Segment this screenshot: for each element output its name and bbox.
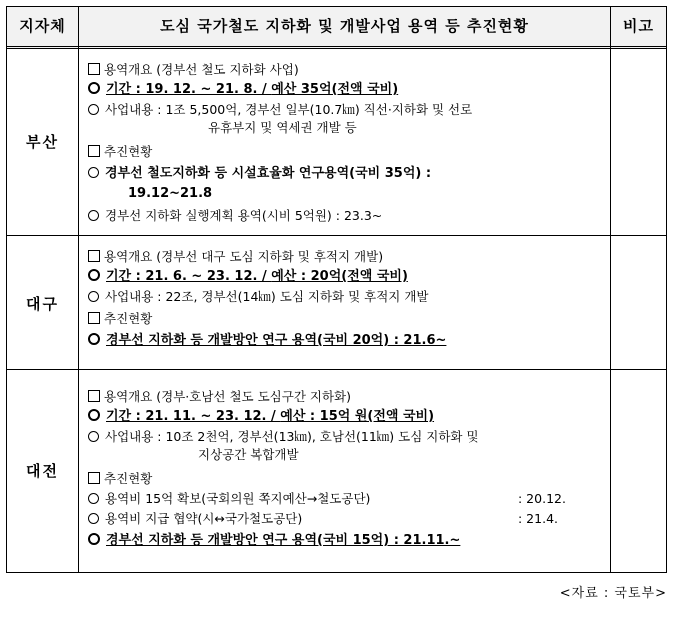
column-divider-2 <box>610 7 611 572</box>
daejeon-content-1-text: 사업내용 : 10조 2천억, 경부선(13㎞), 호남선(11㎞) 도심 지하화 및 <box>105 429 479 444</box>
daegu-status-label: 추진현황 <box>104 311 153 326</box>
checkbox-icon <box>88 472 100 484</box>
daejeon-period-b: 예산 : 15억 원(전액 국비) <box>280 409 435 424</box>
circle-icon <box>88 269 100 281</box>
circle-icon <box>88 291 99 302</box>
busan-status <box>88 143 152 161</box>
daejeon-status <box>88 470 152 488</box>
daejeon-period <box>88 408 434 426</box>
daejeon-status-1-date: : 20.12. <box>518 491 566 506</box>
checkbox-icon <box>88 63 100 75</box>
daejeon-content-2: 지상공간 복합개발 <box>198 447 299 462</box>
busan-content-1 <box>88 101 472 119</box>
circle-icon <box>88 431 99 442</box>
daegu-period <box>88 268 408 286</box>
circle-icon <box>88 493 99 504</box>
daegu-status-1 <box>88 332 446 350</box>
row-daejeon <box>7 370 666 572</box>
column-divider-1 <box>78 7 79 572</box>
busan-status-1 <box>88 165 431 183</box>
daejeon-status-3-text: 경부선 지하화 등 개발방안 연구 용역(국비 15억) : 21.11.~ <box>106 533 461 548</box>
daegu-status <box>88 310 152 328</box>
header-title: 도심 국가철도 지하화 및 개발사업 용역 등 추진현황 <box>160 17 529 35</box>
daejeon-status-2-text: 용역비 지급 협약(시↔국가철도공단) <box>105 511 303 526</box>
busan-status-2 <box>88 207 382 225</box>
daegu-status-1-text: 경부선 지하화 등 개발방안 연구 용역(국비 20억) : 21.6~ <box>106 333 447 348</box>
busan-period <box>88 81 398 99</box>
daejeon-status-label: 추진현황 <box>104 471 153 486</box>
progress-table <box>6 6 667 573</box>
checkbox-icon <box>88 312 100 324</box>
circle-icon <box>88 167 99 178</box>
circle-icon <box>88 104 99 115</box>
circle-icon <box>88 409 100 421</box>
daejeon-status-2-date: : 21.4. <box>518 511 558 526</box>
busan-status-2-text: 경부선 지하화 실행계획 용역(시비 5억원) : 23.3~ <box>105 208 383 223</box>
busan-status-label: 추진현황 <box>104 144 153 159</box>
daejeon-period-a: 기간 : 21. 11. ~ 23. 12. / <box>106 409 281 424</box>
busan-overview <box>88 61 299 79</box>
checkbox-icon <box>88 250 100 262</box>
region-daejeon: 대전 <box>26 462 59 480</box>
daegu-content-1 <box>88 288 428 306</box>
row-busan <box>7 49 666 236</box>
daejeon-content-1 <box>88 428 479 446</box>
circle-icon <box>88 333 100 345</box>
daegu-overview-text: 용역개요 (경부선 대구 도심 지하화 및 후적지 개발) <box>104 249 384 264</box>
busan-overview-text: 용역개요 (경부선 철도 지하화 사업) <box>104 62 299 77</box>
busan-status-1a: 경부선 철도지하화 등 시설효율화 연구용역(국비 35억) : <box>105 166 432 181</box>
daejeon-overview <box>88 388 351 406</box>
circle-icon <box>88 210 99 221</box>
circle-icon <box>88 82 100 94</box>
circle-icon <box>88 533 100 545</box>
busan-status-1b: 19.12~21.8 <box>128 186 213 201</box>
busan-period-b: 예산 35억(전액 국비) <box>271 82 399 97</box>
circle-icon <box>88 513 99 524</box>
region-busan: 부산 <box>26 133 59 151</box>
header-region: 지자체 <box>19 17 66 35</box>
daegu-content-1-text: 사업내용 : 22조, 경부선(14㎞) 도심 지하화 및 후적지 개발 <box>105 289 429 304</box>
checkbox-icon <box>88 145 100 157</box>
header-note: 비고 <box>623 17 654 35</box>
table-header <box>7 7 666 49</box>
daejeon-status-1 <box>88 490 370 508</box>
daegu-period-b: 예산 : 20억(전액 국비) <box>271 269 408 284</box>
daejeon-overview-text: 용역개요 (경부·호남선 철도 도심구간 지하화) <box>104 389 351 404</box>
busan-content-1-text: 사업내용 : 1조 5,500억, 경부선 일부(10.7㎞) 직선·지하화 및 선로 <box>105 102 473 117</box>
daegu-overview <box>88 248 383 266</box>
daejeon-status-1-text: 용역비 15억 확보(국회의원 쪽지예산→철도공단) <box>105 491 371 506</box>
busan-content-2: 유휴부지 및 역세권 개발 등 <box>208 120 357 135</box>
daejeon-status-2 <box>88 510 302 528</box>
row-daegu <box>7 236 666 370</box>
checkbox-icon <box>88 390 100 402</box>
daegu-period-a: 기간 : 21. 6. ~ 23. 12. / <box>106 269 272 284</box>
region-daegu: 대구 <box>26 295 59 313</box>
daejeon-status-3 <box>88 532 460 550</box>
source-note: <자료 : 국토부> <box>559 586 667 601</box>
busan-period-a: 기간 : 19. 12. ~ 21. 8. / <box>106 82 272 97</box>
